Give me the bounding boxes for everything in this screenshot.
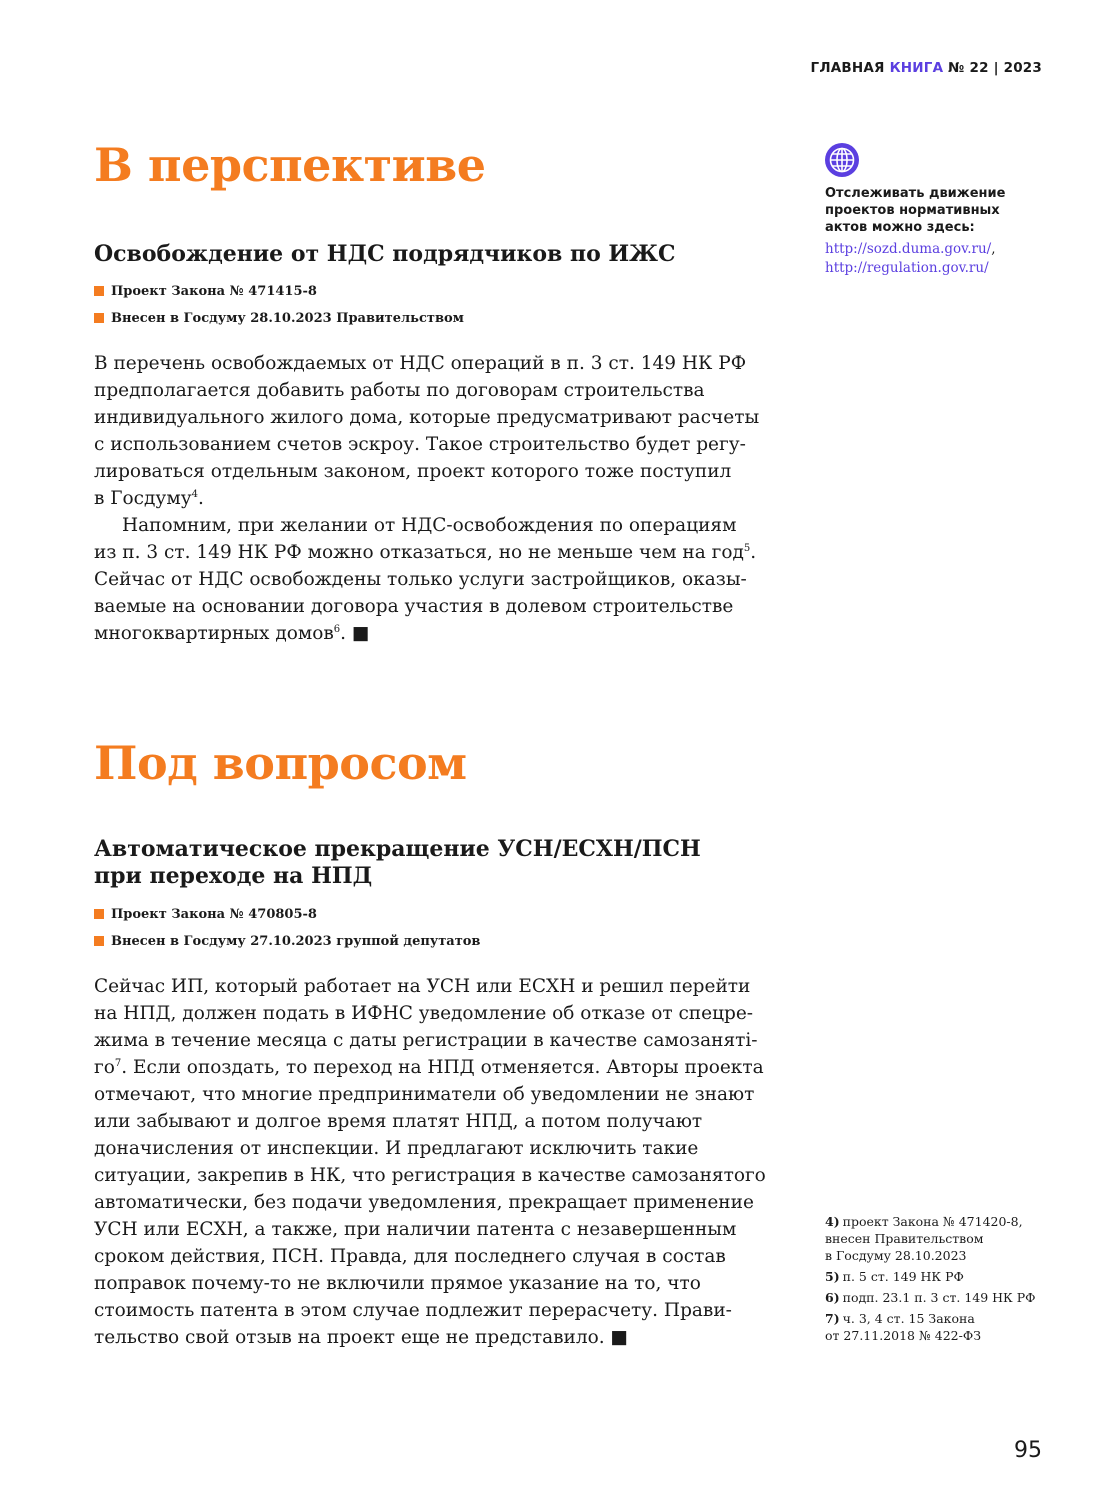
body-line: В перечень освобождаемых от НДС операций в п. 3 ст. 149 НК РФ [94,353,747,374]
article-title [94,836,774,890]
footnote-number: 7) [825,1311,840,1326]
bill-number: Проект Закона № 471415-8 [111,284,317,299]
article-body [94,350,774,647]
body-line: жима в течение месяца с даты регистрации в качестве самозаняті- [94,1030,758,1051]
article-title-line: при переходе на НПД [94,863,373,889]
square-bullet-icon [94,286,104,296]
body-line: ситуации, закрепив в НК, что регистрация в качестве самозанятого [94,1165,766,1186]
square-bullet-icon [94,313,104,323]
footnote-ref: 6 [333,624,341,635]
bill-submission: Внесен в Госдуму 28.10.2023 Правительством [111,311,464,326]
body-line: с использованием счетов эскроу. Такое строительство будет регу- [94,434,746,455]
article-title [94,241,774,268]
end-mark: ■ [610,1327,628,1348]
body-line: Сейчас от НДС освобождены только услуги застройщиков, оказы- [94,569,747,590]
page-number: 95 [1014,1438,1042,1463]
article-title-line: Освобождение от НДС подрядчиков по ИЖС [94,241,676,267]
footnote-ref: 5 [743,543,751,554]
body-line: Сейчас ИП, который работает на УСН или ЕСХН и решил перейти [94,976,751,997]
footnotes [825,1213,1055,1348]
body-line: из п. 3 ст. 149 НК РФ можно отказаться, но не меньше чем на год$^5$. [94,542,757,563]
body-line: $го^7$. Если опоздать, то переход на НПД отменяется. Авторы проекта [94,1057,764,1078]
article-body [94,973,774,1351]
section-title-perspective: В перспективе [94,138,486,192]
body-line: УСН или ЕСХН, а также, при наличии патента с незавершенным [94,1219,737,1240]
body-line: отмечают, что многие предприниматели об уведомлении не знают [94,1084,755,1105]
body-line: поправок почему-то не включили прямое указание на то, что [94,1273,701,1294]
regulation-gov-link[interactable]: http://regulation.gov.ru/ [825,260,989,276]
body-line: предполагается добавить работы по договорам строительства [94,380,705,401]
meta-item [94,284,774,311]
meta-item [94,934,774,961]
issue-number: № 22 | 2023 [948,60,1042,76]
bill-number: Проект Закона № 470805-8 [111,907,317,922]
article-title-line: Автоматическое прекращение УСН/ЕСХН/ПСН [94,836,701,862]
sidebar-heading: Отслеживать движение проектов нормативных актов можно здесь: [825,186,1006,235]
square-bullet-icon [94,936,104,946]
footnote: 4) проект Закона № 471420-8, внесен Правительством в Госдуму 28.10.2023 [825,1214,1023,1263]
sozd-duma-link[interactable]: http://sozd.duma.gov.ru/ [825,241,992,257]
body-line: многоквартирных домов$^6$. ■ [94,623,370,644]
body-line: сроком действия, ПСН. Правда, для последнего случая в состав [94,1246,726,1267]
footnote-ref: 4 [191,489,198,500]
square-bullet-icon [94,909,104,919]
bill-submission: Внесен в Госдуму 27.10.2023 группой депутатов [111,934,481,949]
body-line: ваемые на основании договора участия в долевом строительстве [94,596,734,617]
brand-main: ГЛАВНАЯ [810,60,885,76]
meta-item [94,311,774,338]
body-line: Напомним, при желании от НДС-освобождения по операциям [122,515,737,536]
body-line: тельство свой отзыв на проект еще не представило. ■ [94,1327,628,1348]
body-line: в Госдуму$^4$. [94,488,204,509]
footnote-number: 6) [825,1290,840,1305]
footnote-ref: 7 [114,1058,122,1069]
section-title-in-question: Под вопросом [94,736,467,790]
sidebar-tracking [825,143,1055,278]
brand-accent: КНИГА [889,60,944,76]
footnote-number: 4) [825,1214,840,1229]
body-line: лироваться отдельным законом, проект которого тоже поступил [94,461,732,482]
sidebar-links: http://sozd.duma.gov.ru/, http://regulation.gov.ru/ [825,241,996,276]
footnote-number: 5) [825,1269,840,1284]
article-meta [94,284,774,338]
footnote: 6) подп. 23.1 п. 3 ст. 149 НК РФ [825,1290,1036,1305]
body-line: или забывают и долгое время платят НПД, а потом получают [94,1111,703,1132]
end-mark: ■ [351,623,370,644]
body-line: автоматически, без подачи уведомления, прекращает применение [94,1192,754,1213]
article-meta [94,907,774,961]
body-line: стоимость патента в этом случае подлежит перерасчету. Прави- [94,1300,732,1321]
body-line: на НПД, должен подать в ИФНС уведомление об отказе от спецре- [94,1003,754,1024]
globe-icon [825,143,859,177]
footnote: 5) п. 5 ст. 149 НК РФ [825,1269,964,1284]
body-line: индивидуального жилого дома, которые предусматривают расчеты [94,407,760,428]
body-line: доначисления от инспекции. И предлагают исключить такие [94,1138,699,1159]
meta-item [94,907,774,934]
footnote: 7) ч. 3, 4 ст. 15 Закона от 27.11.2018 № 422-ФЗ [825,1311,982,1343]
masthead [811,60,1042,76]
